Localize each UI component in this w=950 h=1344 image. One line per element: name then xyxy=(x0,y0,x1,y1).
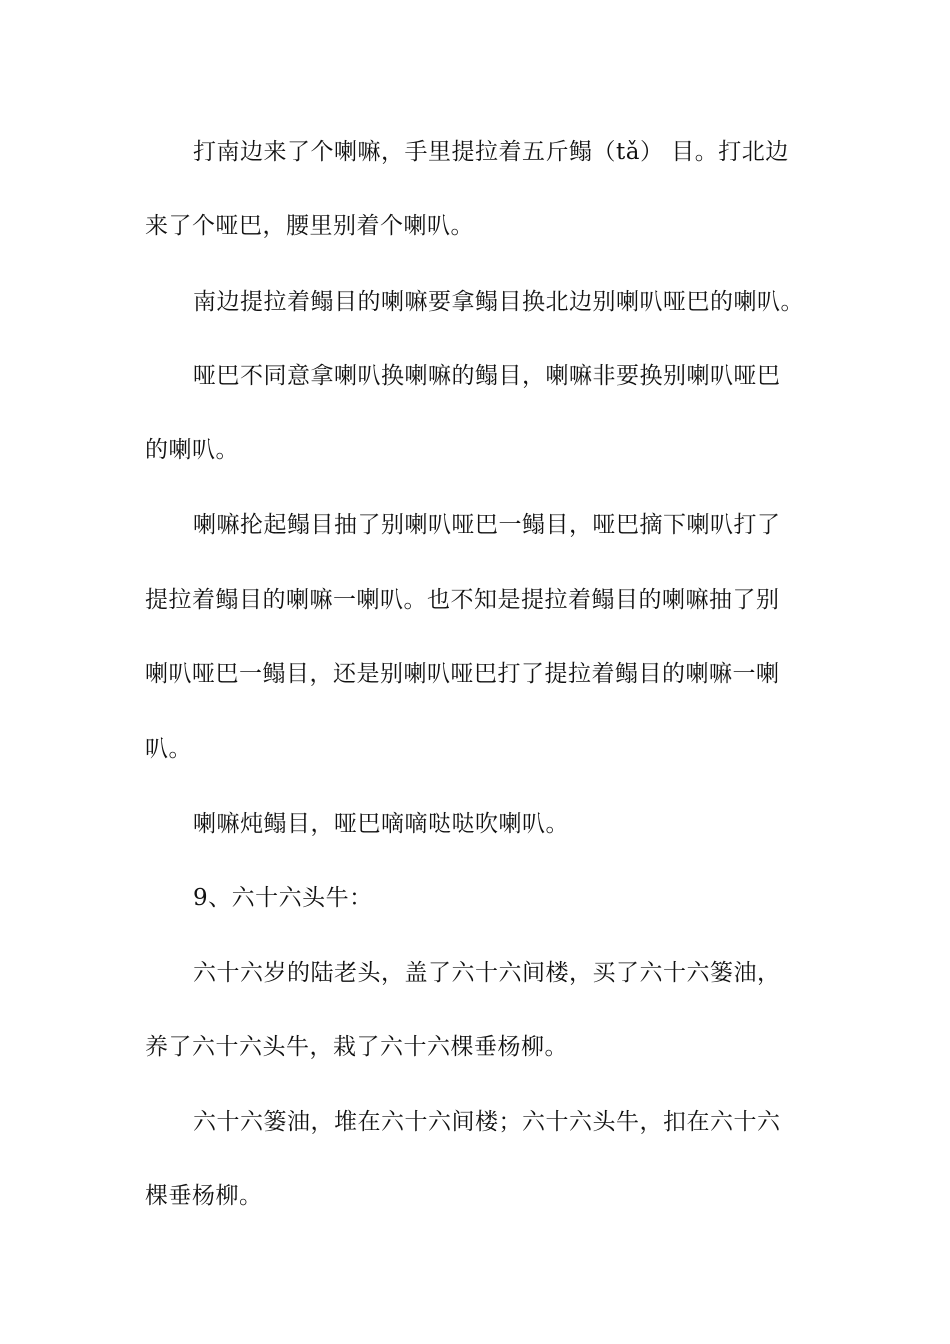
paragraph-8-line-1: 六十六篓油，堆在六十六间楼；六十六头牛，扣在六十六 xyxy=(193,1109,781,1135)
paragraph-8-line-2: 棵垂杨柳。 xyxy=(145,1183,263,1209)
paragraph-4-line-1: 喇嘛抡起鳎目抽了别喇叭哑巴一鳎目，哑巴摘下喇叭打了 xyxy=(193,512,781,538)
paragraph-7-line-2: 养了六十六头牛，栽了六十六棵垂杨柳。 xyxy=(145,1034,568,1060)
paragraph-3-line-1: 哑巴不同意拿喇叭换喇嘛的鳎目，喇嘛非要换别喇叭哑巴 xyxy=(193,363,781,389)
paragraph-1-line-1: 打南边来了个喇嘛，手里提拉着五斤鳎（tǎ） 目。打北边 xyxy=(193,139,789,165)
paragraph-5-line-1: 喇嘛炖鳎目，哑巴嘀嘀哒哒吹喇叭。 xyxy=(193,811,569,837)
paragraph-4-line-4: 叭。 xyxy=(145,736,192,762)
paragraph-1-line-2: 来了个哑巴，腰里别着个喇叭。 xyxy=(145,213,474,239)
section-heading: 9、六十六头牛： xyxy=(193,885,373,911)
paragraph-4-line-2: 提拉着鳎目的喇嘛一喇叭。也不知是提拉着鳎目的喇嘛抽了别 xyxy=(145,587,780,613)
paragraph-3-line-2: 的喇叭。 xyxy=(145,437,239,463)
paragraph-2-line-1: 南边提拉着鳎目的喇嘛要拿鳎目换北边别喇叭哑巴的喇叭。 xyxy=(193,289,804,315)
paragraph-7-line-1: 六十六岁的陆老头，盖了六十六间楼，买了六十六篓油， xyxy=(193,960,781,986)
paragraph-4-line-3: 喇叭哑巴一鳎目，还是别喇叭哑巴打了提拉着鳎目的喇嘛一喇 xyxy=(145,661,780,687)
